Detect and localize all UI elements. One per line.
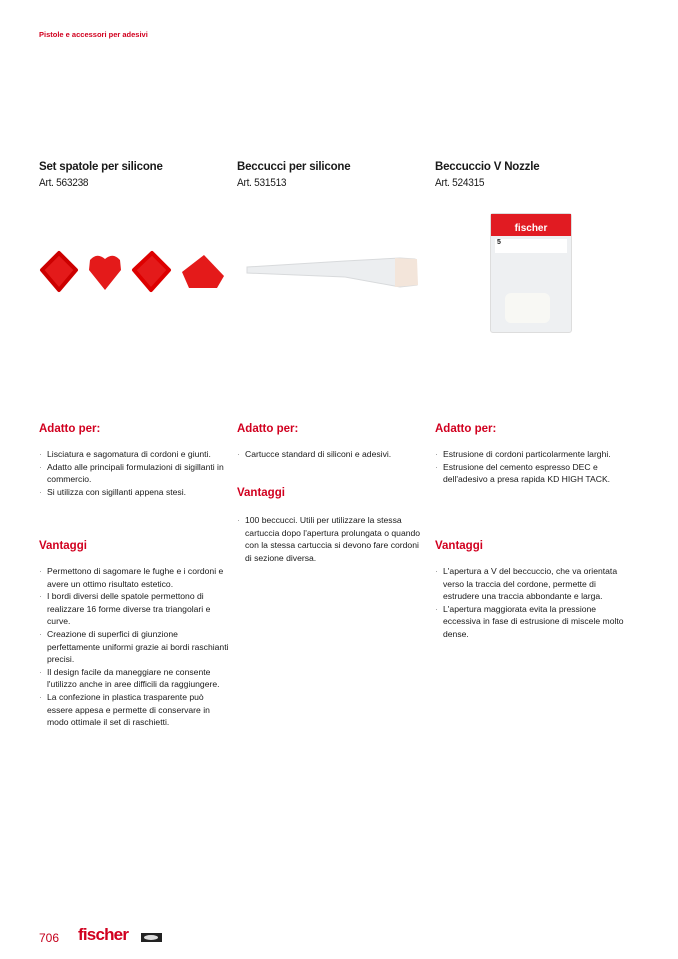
scraper-set-image bbox=[39, 250, 229, 300]
nozzle-pack-image bbox=[490, 213, 572, 333]
vantaggi-list bbox=[39, 565, 229, 729]
product-title: Beccuccio V Nozzle bbox=[435, 161, 540, 173]
list-item: · L'apertura a V del beccuccio, che va orientata verso la traccia del cordone, permette di estrudere una traccia abbondante e larga. bbox=[435, 565, 625, 603]
article-number: Art. 524315 bbox=[435, 177, 485, 189]
vantaggi-list bbox=[435, 565, 625, 641]
list-item: · Si utilizza con sigillanti appena stesi. bbox=[39, 486, 229, 499]
list-item: · Il design facile da maneggiare ne consente l'utilizzo anche in aree difficili da raggiungere. bbox=[39, 666, 229, 691]
vantaggi-heading: Vantaggi bbox=[237, 487, 285, 499]
adatto-list bbox=[237, 448, 427, 461]
nozzles-in-pack bbox=[505, 293, 550, 323]
list-item: · Cartucce standard di siliconi e adesivi. bbox=[237, 448, 427, 461]
fischer-logo: fischer bbox=[78, 925, 129, 944]
list-item: · L'apertura maggiorata evita la pressione eccessiva in fase di estrusione di miscele molto dense. bbox=[435, 603, 625, 641]
vantaggi-heading: Vantaggi bbox=[39, 540, 87, 552]
page-number: 706 bbox=[39, 931, 60, 945]
adatto-list bbox=[39, 448, 229, 498]
list-item: · I bordi diversi delle spatole permettono di realizzare 16 forme diverse tra triangolari e curve. bbox=[39, 590, 229, 628]
list-item: · La confezione in plastica trasparente può essere appesa e permette di conservare in modo ottimale il set di raschietti. bbox=[39, 691, 229, 729]
article-number: Art. 563238 bbox=[39, 177, 89, 189]
list-item: · Permettono di sagomare le fughe e i cordoni e avere un ottimo risultato estetico. bbox=[39, 565, 229, 590]
list-item: · Creazione di superfici di giunzione perfettamente uniformi grazie ai bordi raschianti precisi. bbox=[39, 628, 229, 666]
adatto-list bbox=[435, 448, 625, 486]
section-label: Pistole e accessori per adesivi bbox=[39, 30, 148, 39]
adatto-heading: Adatto per: bbox=[435, 423, 497, 435]
article-number: Art. 531513 bbox=[237, 177, 287, 189]
adatto-heading: Adatto per: bbox=[39, 423, 101, 435]
fish-logo-icon bbox=[141, 933, 162, 942]
adatto-heading: Adatto per: bbox=[237, 423, 299, 435]
pack-count: 5 bbox=[495, 239, 567, 253]
list-item: · Estrusione del cemento espresso DEC e dell'adesivo a presa rapida KD HIGH TACK. bbox=[435, 461, 625, 486]
list-item: · Estrusione di cordoni particolarmente larghi. bbox=[435, 448, 625, 461]
list-item: · Adatto alle principali formulazioni di sigillanti in commercio. bbox=[39, 461, 229, 486]
vantaggi-list bbox=[237, 514, 427, 564]
product-title: Set spatole per silicone bbox=[39, 161, 163, 173]
nozzle-image bbox=[245, 255, 425, 295]
pack-brand: fischer bbox=[491, 214, 571, 236]
vantaggi-heading: Vantaggi bbox=[435, 540, 483, 552]
list-item: · 100 beccucci. Utili per utilizzare la stessa cartuccia dopo l'apertura prolungata o quando con la stessa cartuccia si devono fare cordoni di sezione diversa. bbox=[237, 514, 427, 564]
product-title: Beccucci per silicone bbox=[237, 161, 351, 173]
list-item: · Lisciatura e sagomatura di cordoni e giunti. bbox=[39, 448, 229, 461]
